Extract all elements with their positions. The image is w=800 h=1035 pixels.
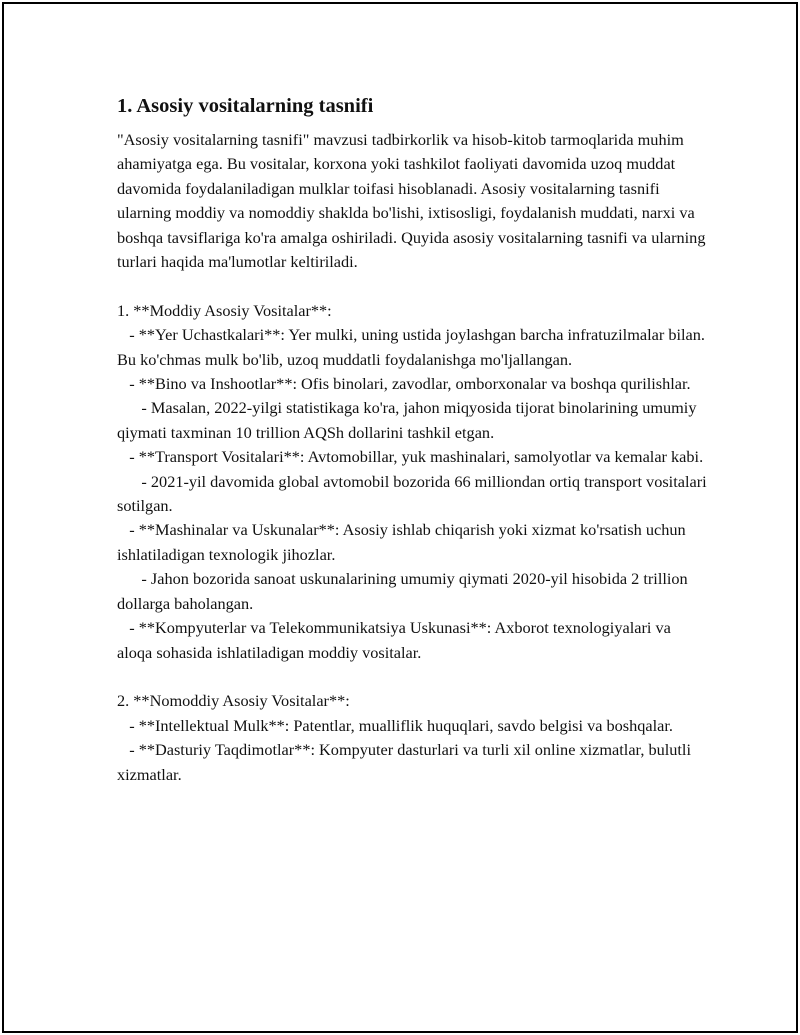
section1-item-land: - **Yer Uchastkalari**: Yer mulki, uning ustida joylashgan barcha infratuzilmalar bilan. Bu ko'chmas mulk bo'lib, uzoq muddatli foydalanishga mo'ljallangan. (117, 325, 710, 369)
section1-item-buildings: - **Bino va Inshootlar**: Ofis binolari, zavodlar, omborxonalar va boshqa qurilishlar. (117, 374, 691, 394)
section1-item-machinery-note: - Jahon bozorida sanoat uskunalarining umumiy qiymati 2020-yil hisobida 2 trillion dollarga baholangan. (117, 569, 692, 613)
section2-item-software: - **Dasturiy Taqdimotlar**: Kompyuter dasturlari va turli xil online xizmatlar, bulutli xizmatlar. (117, 740, 696, 784)
section1-item-transport-note: - 2021-yil davomida global avtomobil bozorida 66 milliondan ortiq transport vositalari sotilgan. (117, 471, 711, 516)
section-heading: 1. Asosiy vositalarning tasnifi (117, 95, 374, 117)
intro-paragraph: "Asosiy vositalarning tasnifi" mavzusi tadbirkorlik va hisob-kitob tarmoqlarida muhim ahamiyatga ega. Bu vositalar, korxona yoki tashkilot faoliyati davomida uzoq muddat davomida foydalaniladigan mulklar toifasi hisoblanadi. Asosiy vositalarning tasnifi ularning moddiy va nomoddiy shaklda bo'lishi, ixtisosligi, foydalanish muddati, narxi va boshqa tavsiflariga ko'ra amalga oshiriladi. Quyida asosiy vositalarning tasnifi va ularning turlari haqida ma'lumotlar keltiriladi. (117, 130, 706, 272)
section1-item-machinery: - **Mashinalar va Uskunalar**: Asosiy ishlab chiqarish yoki xizmat ko'rsatish uchun ishlatiladigan texnologik jihozlar. (117, 520, 690, 564)
section1-item-computers: - **Kompyuterlar va Telekommunikatsiya Uskunasi**: Axborot texnologiyalari va aloqa sohasida ishlatiladigan moddiy vositalar. (117, 618, 675, 662)
document-body (117, 92, 711, 787)
blank-line (117, 665, 707, 689)
section1-item-transport: - **Transport Vositalari**: Avtomobillar, yuk mashinalari, samolyotlar va kemalar kabi. (117, 447, 704, 467)
blank-line (117, 274, 707, 298)
section2-title: 2. **Nomoddiy Asosiy Vositalar**: (117, 691, 350, 711)
section2-item-intellectual: - **Intellektual Mulk**: Patentlar, mualliflik huquqlari, savdo belgisi va boshqalar. (117, 715, 673, 735)
section1-item-buildings-note: - Masalan, 2022-yilgi statistikaga ko'ra, jahon miqyosida tijorat binolarining umumiy qiymati taxminan 10 trillion AQSh dollarini tashkil etgan. (117, 398, 701, 442)
section1-title: 1. **Moddiy Asosiy Vositalar**: (117, 300, 332, 320)
